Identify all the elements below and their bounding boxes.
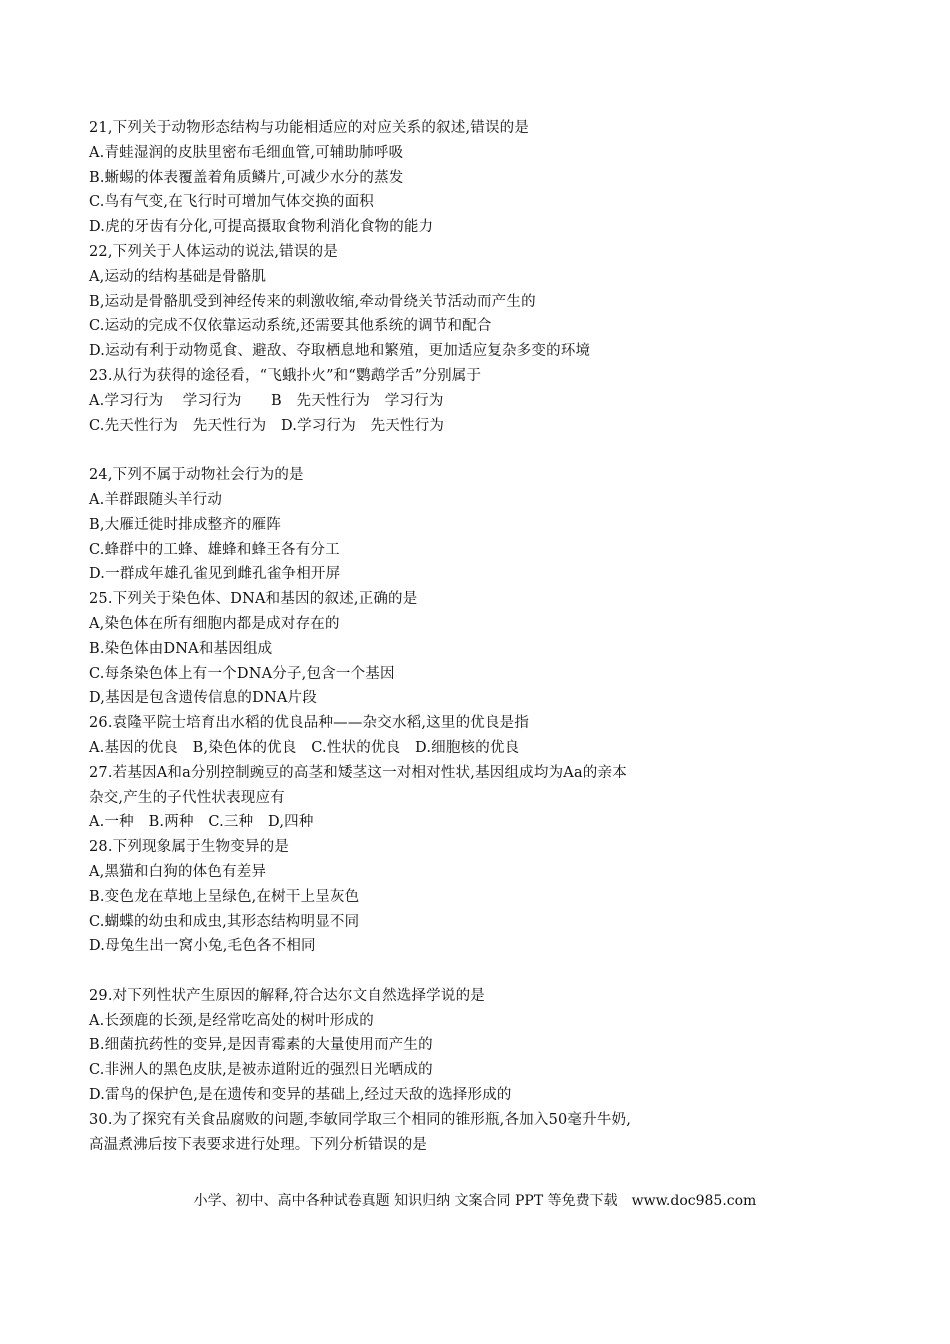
page-footer: 小学、初中、高中各种试卷真题 知识归纳 文案合同 PPT 等免费下载 www.doc985.com xyxy=(193,1193,757,1209)
answer-option: C.蜂群中的工蜂、雄蜂和蜂王各有分工 xyxy=(89,541,340,558)
question-stem: 22,下列关于人体运动的说法,错误的是 xyxy=(89,243,338,260)
question-stem: 24,下列不属于动物社会行为的是 xyxy=(89,467,304,484)
answer-option: C.蝴蝶的幼虫和成虫,其形态结构明显不同 xyxy=(89,913,360,930)
answer-option: A,运动的结构基础是骨骼肌 xyxy=(89,268,267,285)
answer-option: A.学习行为 学习行为 B 先天性行为 学习行为 xyxy=(89,392,444,409)
answer-option: A.一种 B.两种 C.三种 D,四种 xyxy=(89,814,314,831)
answer-option: D.母兔生出一窝小兔,毛色各不相同 xyxy=(89,938,316,955)
answer-option: B,大雁迁徙时排成整齐的雁阵 xyxy=(89,516,282,533)
answer-option: D,基因是包含遗传信息的DNA片段 xyxy=(89,690,317,707)
answer-option: C.运动的完成不仅依靠运动系统,还需要其他系统的调节和配合 xyxy=(89,318,492,335)
question-stem: 28.下列现象属于生物变异的是 xyxy=(89,839,290,856)
answer-option: B,运动是骨骼肌受到神经传来的刺激收缩,牵动骨绕关节活动而产生的 xyxy=(89,293,536,310)
answer-option: A.青蛙湿润的皮肤里密布毛细血管,可辅助肺呼吸 xyxy=(89,144,404,161)
blank-line xyxy=(89,438,869,463)
answer-option: B.染色体由DNA和基因组成 xyxy=(89,640,273,657)
answer-option: D.运动有利于动物觅食、避敌、夺取栖息地和繁殖，更加适应复杂多变的环境 xyxy=(89,343,591,360)
answer-option: C.鸟有气变,在飞行时可增加气体交换的面积 xyxy=(89,194,374,211)
question-stem: 25.下列关于染色体、DNA和基因的叙述,正确的是 xyxy=(89,591,418,608)
question-list xyxy=(89,116,869,1157)
answer-option: D.雷鸟的保护色,是在遗传和变异的基础上,经过天敌的选择形成的 xyxy=(89,1087,512,1104)
answer-option: A,染色体在所有细胞内都是成对存在的 xyxy=(89,615,340,632)
answer-option: C.先天性行为 先天性行为 D.学习行为 先天性行为 xyxy=(89,417,445,434)
question-stem: 23.从行为获得的途径看，“飞蛾扑火”和“鹦鹉学舌”分别属于 xyxy=(89,367,482,384)
question-stem: 26.袁隆平院士培育出水稻的优良品种——杂交水稻,这里的优良是指 xyxy=(89,715,530,732)
answer-option: D.虎的牙齿有分化,可提高摄取食物利消化食物的能力 xyxy=(89,219,434,236)
answer-option: B.蜥蜴的体表覆盖着角质鳞片,可减少水分的蒸发 xyxy=(89,169,404,186)
answer-option: B.变色龙在草地上呈绿色,在树干上呈灰色 xyxy=(89,888,360,905)
question-stem: 21,下列关于动物形态结构与功能相适应的对应关系的叙述,错误的是 xyxy=(89,120,530,136)
answer-option: D.一群成年雄孔雀见到雌孔雀争相开屏 xyxy=(89,566,341,583)
answer-option: A.基因的优良 B,染色体的优良 C.性状的优良 D.细胞核的优良 xyxy=(89,739,520,756)
answer-option: A.羊群跟随头羊行动 xyxy=(89,491,223,508)
question-stem: 29.对下列性状产生原因的解释,符合达尔文自然选择学说的是 xyxy=(89,987,485,1004)
question-stem-continued: 杂交,产生的子代性状表现应有 xyxy=(89,789,285,806)
blank-line xyxy=(89,959,869,984)
question-stem: 27.若基因A和a分别控制豌豆的高茎和矮茎这一对相对性状,基因组成均为Aa的亲本 xyxy=(89,764,627,781)
answer-option: A.长颈鹿的长颈,是经常吃高处的树叶形成的 xyxy=(89,1012,374,1029)
question-stem-continued: 高温煮沸后按下表要求进行处理。下列分析错误的是 xyxy=(89,1136,428,1153)
answer-option: C.非洲人的黑色皮肤,是被赤道附近的强烈日光晒成的 xyxy=(89,1062,433,1079)
answer-option: C.每条染色体上有一个DNA分子,包含一个基因 xyxy=(89,665,395,682)
question-stem: 30.为了探究有关食品腐败的问题,李敏同学取三个相同的锥形瓶,各加入50毫升牛奶, xyxy=(89,1111,632,1128)
answer-option: A,黑猫和白狗的体色有差异 xyxy=(89,863,267,880)
answer-option: B.细菌抗药性的变异,是因青霉素的大量使用而产生的 xyxy=(89,1037,433,1054)
